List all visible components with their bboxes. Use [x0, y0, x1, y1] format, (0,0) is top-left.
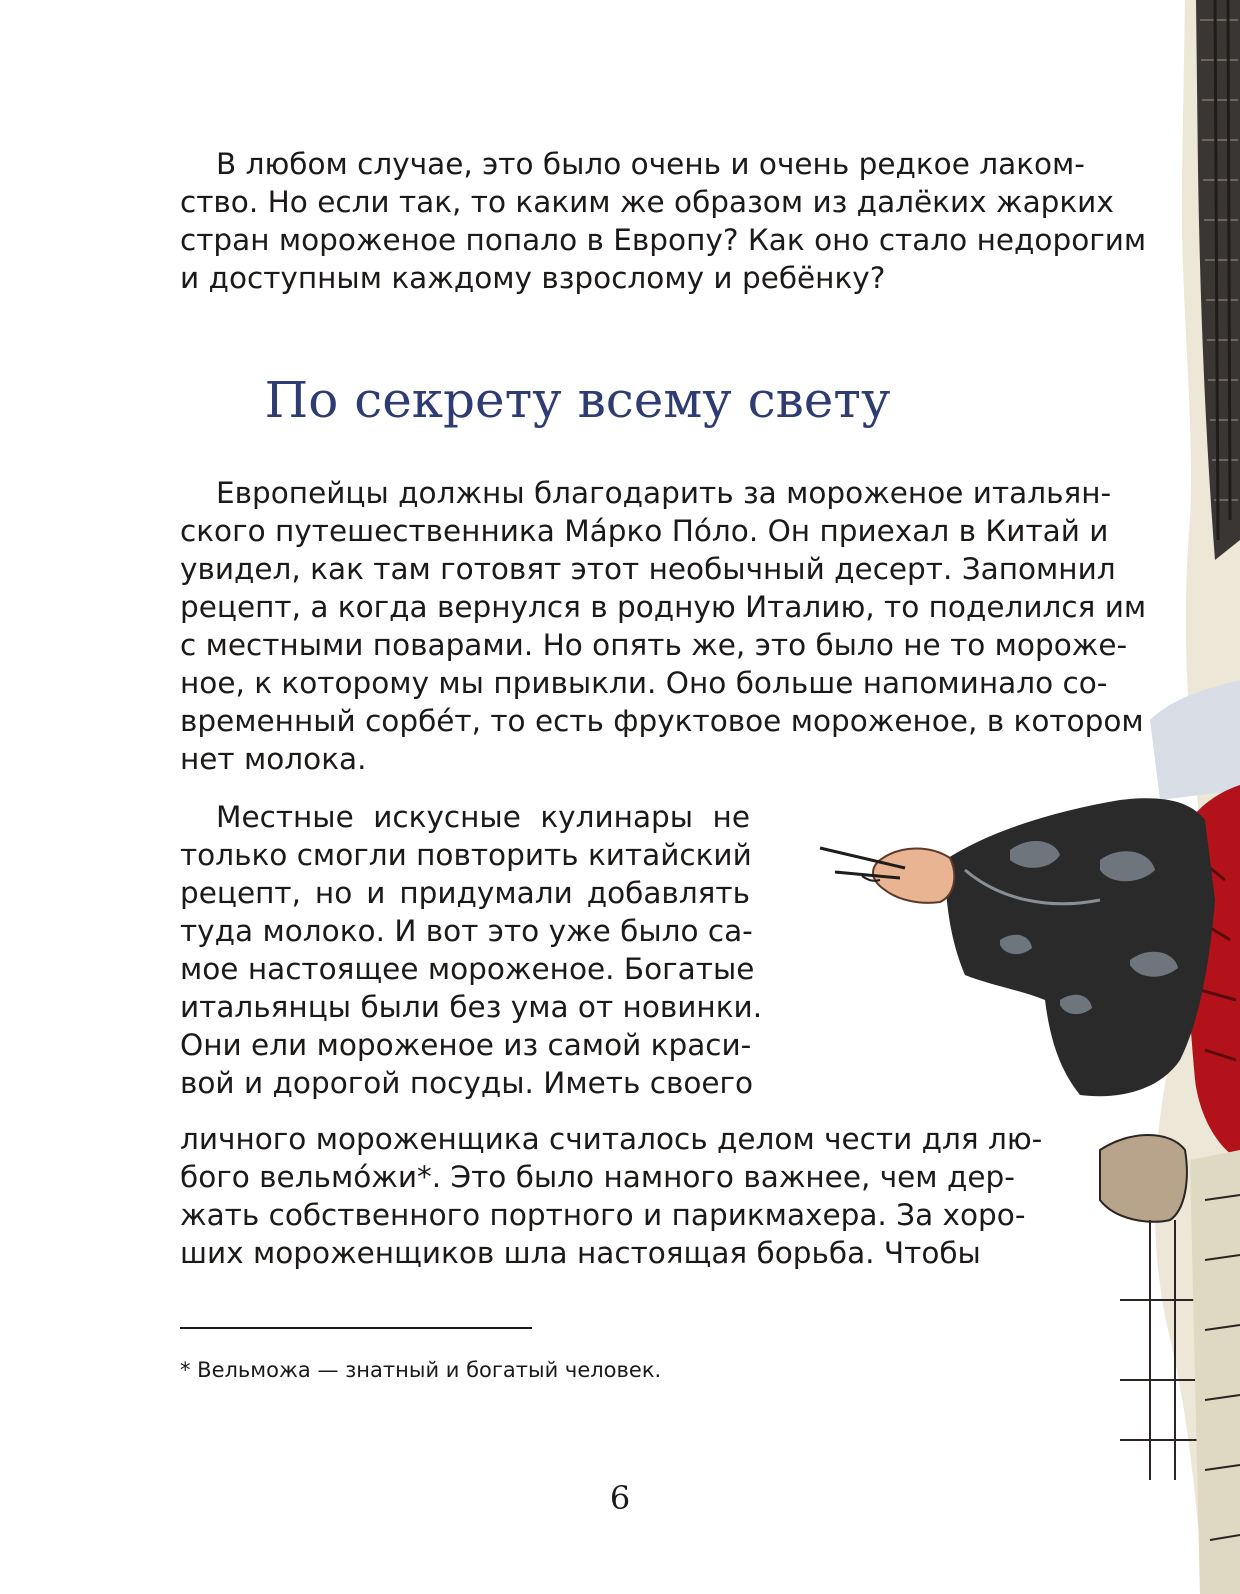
text-line: бого вельмо́жи*. Это было намного важнее, чем дер-	[180, 1160, 1015, 1194]
text-line: вой и дорогой посуды. Иметь своего	[180, 1066, 754, 1100]
text-line: ших мороженщиков шла настоящая борьба. Чтобы	[180, 1236, 981, 1270]
text-line: личного мороженщика считалось делом чести для лю-	[180, 1122, 1043, 1156]
footnote: * Вельможа — знатный и богатый человек.	[180, 1358, 662, 1382]
text-line: рецепт, а когда вернулся в родную Италию, то поделился им	[180, 590, 1147, 624]
text-line: ского путешественника Ма́рко По́ло. Он приехал в Китай и	[180, 514, 1109, 548]
text-line: ное, к которому мы привыкли. Оно больше напоминало со-	[180, 666, 1108, 700]
illustration-furniture	[1100, 1135, 1240, 1594]
text-line: только смогли повторить китайский	[180, 838, 752, 872]
footnote-divider	[180, 1327, 532, 1329]
text-line: временный сорбе́т, то есть фруктовое мороженое, в котором	[180, 704, 1144, 738]
text-line: итальянцы были без ума от новинки.	[180, 990, 763, 1024]
text-line: жать собственного портного и парикмахера. За хоро-	[180, 1198, 1026, 1232]
text-line: и доступным каждому взрослому и ребёнку?	[180, 261, 886, 295]
text-line: рецепт, но и придумали добавлять	[180, 876, 750, 910]
text-line: с местными поварами. Но опять же, это было не то мороже-	[180, 628, 1128, 662]
illustration-sleeve	[945, 798, 1215, 1096]
text-line: Местные искусные кулинары не	[216, 800, 750, 834]
text-line: мое настоящее мороженое. Богатые	[180, 952, 755, 986]
illustration-hand	[820, 848, 954, 903]
text-line: ство. Но если так, то каким же образом из далёких жарких	[180, 185, 1114, 219]
text-line: Европейцы должны благодарить за мороженое итальян-	[216, 476, 1112, 510]
text-line: стран мороженое попало в Европу? Как оно стало недорогим	[180, 223, 1147, 257]
text-line: В любом случае, это было очень и очень редкое лаком-	[216, 147, 1085, 181]
section-heading: По секрету всему свету	[264, 371, 891, 429]
text-line: нет молока.	[180, 742, 367, 776]
page-number: 6	[609, 1479, 631, 1517]
text-line: Они ели мороженое из самой краси-	[180, 1028, 752, 1062]
text-line: туда молоко. И вот это уже было са-	[180, 914, 753, 948]
text-line: увидел, как там готовят этот необычный десерт. Запомнил	[180, 552, 1116, 586]
